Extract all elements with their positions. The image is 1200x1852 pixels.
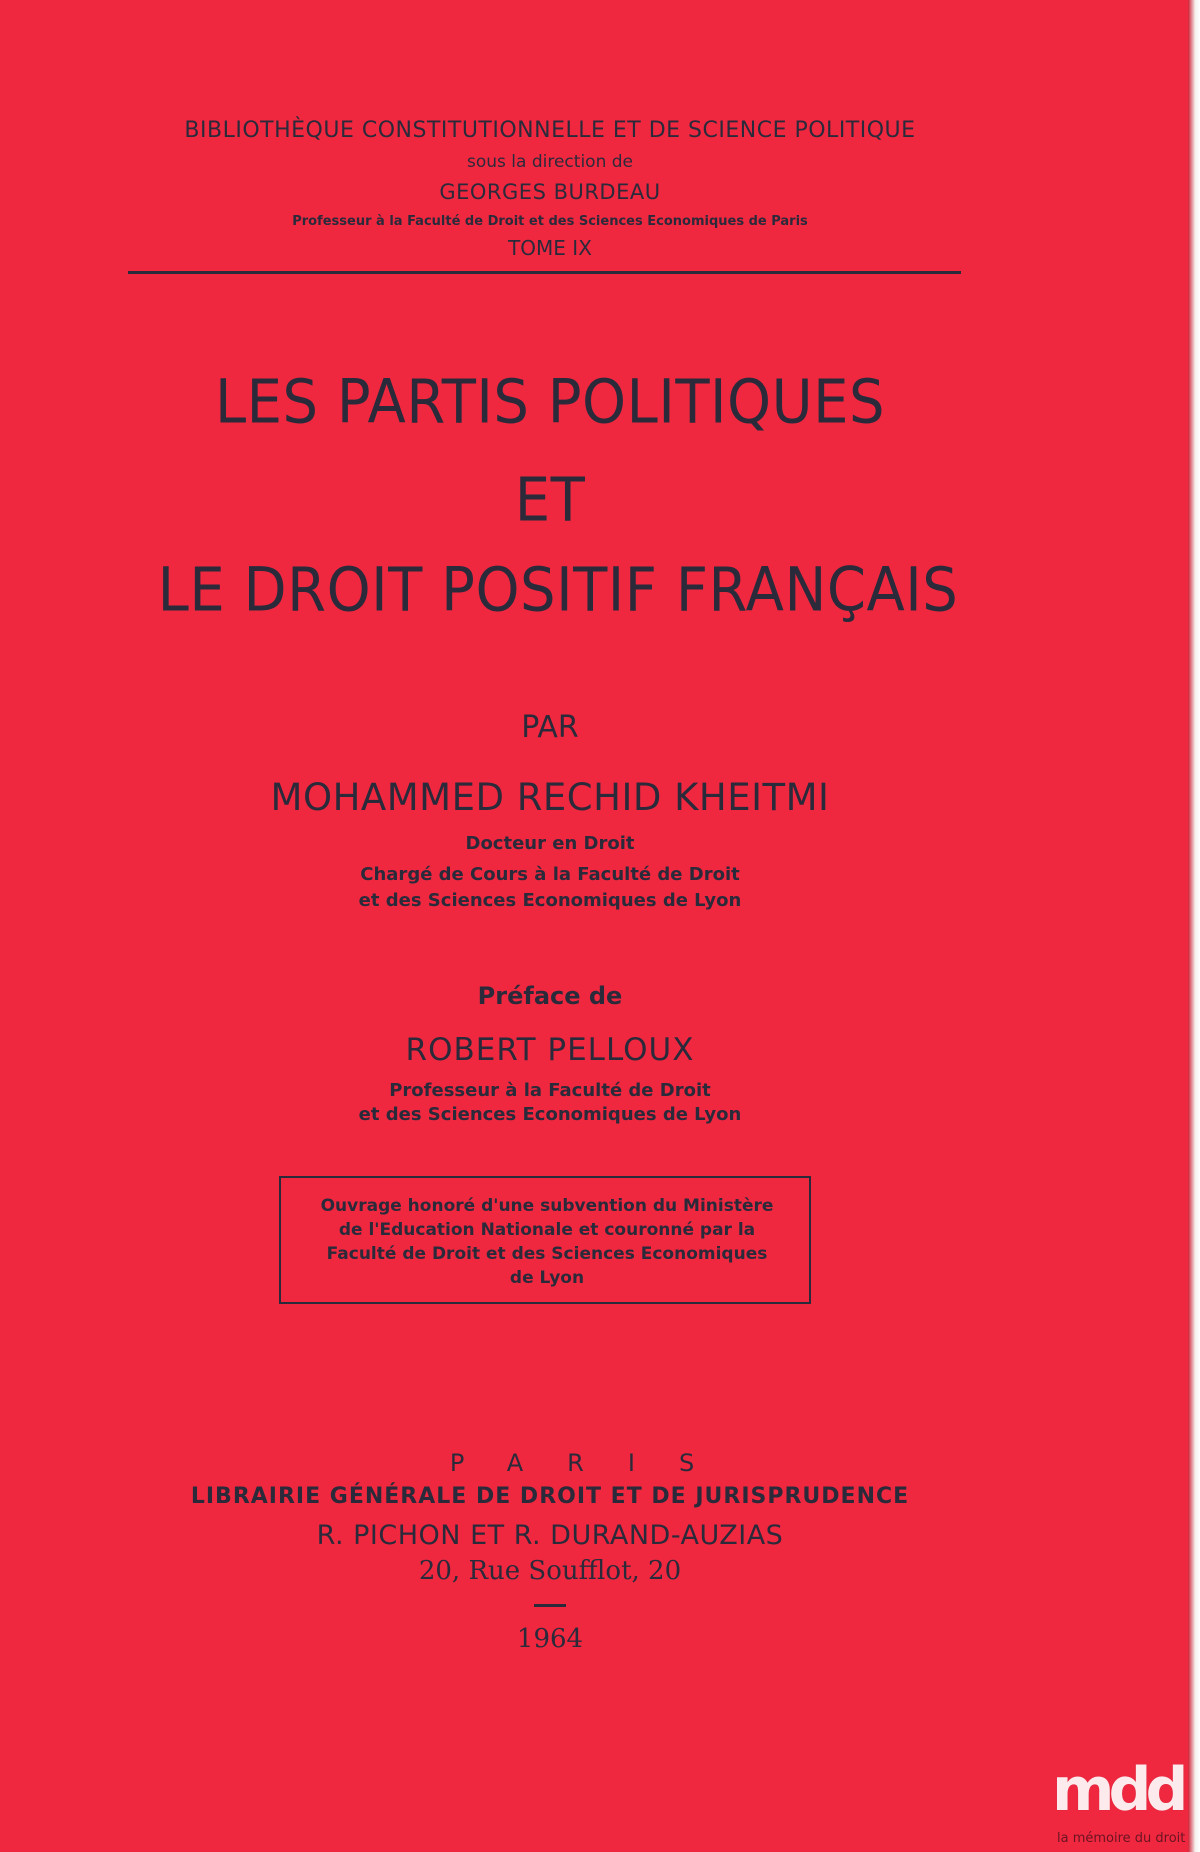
series-director-role: Professeur à la Faculté de Droit et des Sciences Economiques de Paris xyxy=(292,214,808,229)
honor-notice-line-4: de Lyon xyxy=(509,1268,585,1288)
author-degree: Docteur en Droit xyxy=(465,833,635,854)
page-edge xyxy=(1188,0,1200,1852)
author-position-line-2: et des Sciences Economiques de Lyon xyxy=(358,890,742,911)
honor-notice-line-3: Faculté de Droit et des Sciences Economiques xyxy=(326,1244,768,1264)
mdd-watermark-logo xyxy=(1052,1755,1200,1852)
honor-notice-box xyxy=(279,1176,811,1304)
publisher-city: PARIS xyxy=(449,1449,739,1477)
year-divider xyxy=(534,1604,566,1607)
publisher-name: LIBRAIRIE GÉNÉRALE DE DROIT ET DE JURISPRUDENCE xyxy=(190,1484,910,1509)
publication-year: 1964 xyxy=(516,1624,584,1654)
preface-label: Préface de xyxy=(477,982,623,1010)
book-title-line-2: ET xyxy=(514,465,586,536)
header-divider xyxy=(128,271,961,274)
preface-author-position-line-1: Professeur à la Faculté de Droit xyxy=(389,1080,711,1101)
watermark-tagline: la mémoire du droit xyxy=(1057,1831,1186,1846)
author-name: MOHAMMED RECHID KHEITMI xyxy=(270,776,830,819)
series-title: BIBLIOTHÈQUE CONSTITUTIONNELLE ET DE SCIENCE POLITIQUE xyxy=(184,118,916,143)
publisher-owners: R. PICHON ET R. DURAND-AUZIAS xyxy=(316,1520,784,1551)
honor-notice-line-1: Ouvrage honoré d'une subvention du Ministère xyxy=(320,1196,774,1216)
series-director: GEORGES BURDEAU xyxy=(439,180,661,204)
honor-notice-line-2: de l'Education Nationale et couronné par la xyxy=(338,1220,756,1240)
preface-author-name: ROBERT PELLOUX xyxy=(405,1032,695,1068)
book-title-line-1: LES PARTIS POLITIQUES xyxy=(214,367,886,438)
tome-number: TOME IX xyxy=(508,236,592,260)
by-label: PAR xyxy=(521,710,579,745)
preface-author-position-line-2: et des Sciences Economiques de Lyon xyxy=(358,1104,742,1125)
publisher-address: 20, Rue Soufflot, 20 xyxy=(418,1556,682,1586)
mdd-logo-icon: mdd xyxy=(1052,1755,1183,1825)
series-direction-label: sous la direction de xyxy=(467,152,633,172)
author-position-line-1: Chargé de Cours à la Faculté de Droit xyxy=(360,864,740,885)
book-title-line-3: LE DROIT POSITIF FRANÇAIS xyxy=(157,555,959,626)
